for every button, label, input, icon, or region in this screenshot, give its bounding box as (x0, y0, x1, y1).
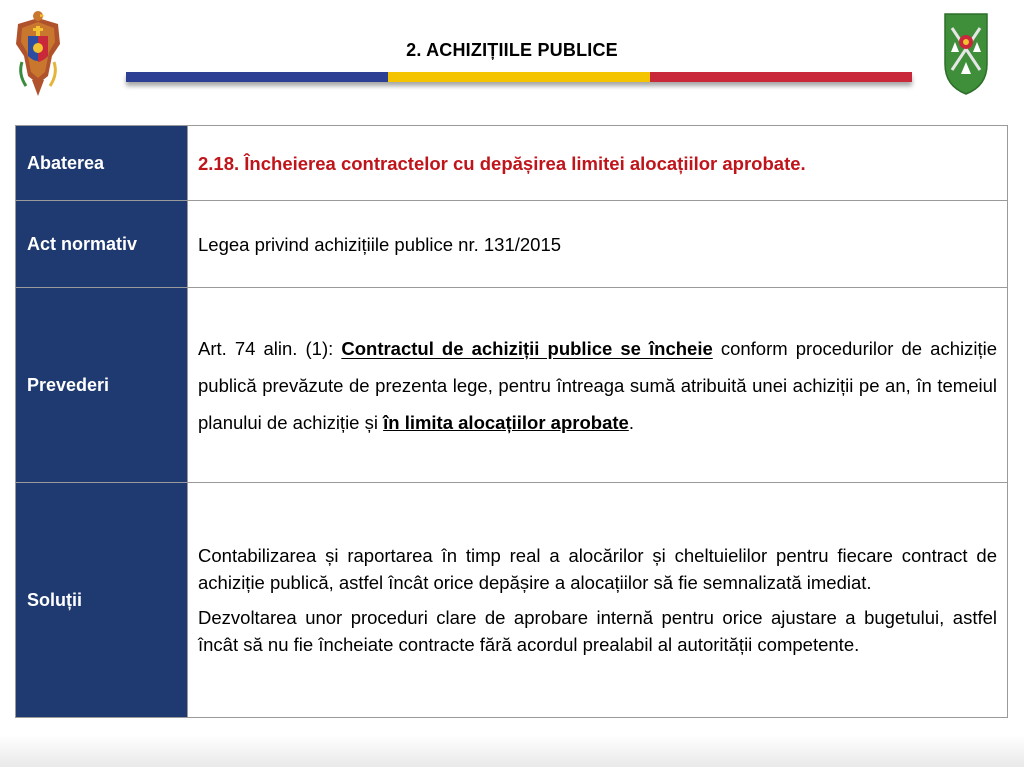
flag-yellow-stripe (388, 72, 650, 82)
provision-middle: conform procedurilor de achiziție publică prevăzute de prezenta lege, pentru întreaga sumă atribuită unei achiziții pe an, în temeiul planului de achiziție și (198, 337, 997, 433)
page-title: 2. ACHIZIȚIILE PUBLICE (406, 40, 618, 60)
table-row (16, 201, 1008, 288)
provision-prefix: Art. 74 alin. (1): (198, 337, 342, 359)
table-row (16, 483, 1008, 718)
row-content-abaterea: 2.18. Încheierea contractelor cu depășirea limitei alocațiilor aprobate. (188, 126, 1008, 201)
row-label-prevederi: Prevederi (16, 288, 188, 483)
provision-text (198, 330, 997, 441)
row-label-solutii: Soluții (16, 483, 188, 718)
table-row (16, 288, 1008, 483)
provision-underlined: Contractul de achiziții publice se încheie (341, 337, 713, 359)
row-content-prevederi (188, 288, 1008, 483)
row-content-act-normativ: Legea privind achizițiile publice nr. 131/2015 (188, 201, 1008, 288)
bottom-shade (0, 735, 1024, 767)
row-label-act-normativ: Act normativ (16, 201, 188, 288)
flag-tricolor-bar (126, 72, 912, 82)
solution-paragraph: Contabilizarea și raportarea în timp real a alocărilor și cheltuielilor pentru fiecare contract de achiziție publică, astfel încât orice depășire a alocațiilor să fie semnalizată imediat. (198, 545, 997, 593)
row-label-abaterea: Abaterea (16, 126, 188, 201)
table-row (16, 126, 1008, 201)
row-content-solutii (188, 483, 1008, 718)
findings-table (15, 125, 1008, 718)
provision-bold-underlined: în limita alocațiilor aprobate (383, 411, 629, 433)
flag-red-stripe (650, 72, 912, 82)
flag-blue-stripe (126, 72, 388, 82)
solution-paragraph: Dezvoltarea unor proceduri clare de aprobare internă pentru orice ajustare a bugetului, astfel încât să nu fie încheiate contracte fără acordul prealabil al autorității competente. (198, 607, 997, 655)
provision-suffix: . (628, 411, 634, 433)
